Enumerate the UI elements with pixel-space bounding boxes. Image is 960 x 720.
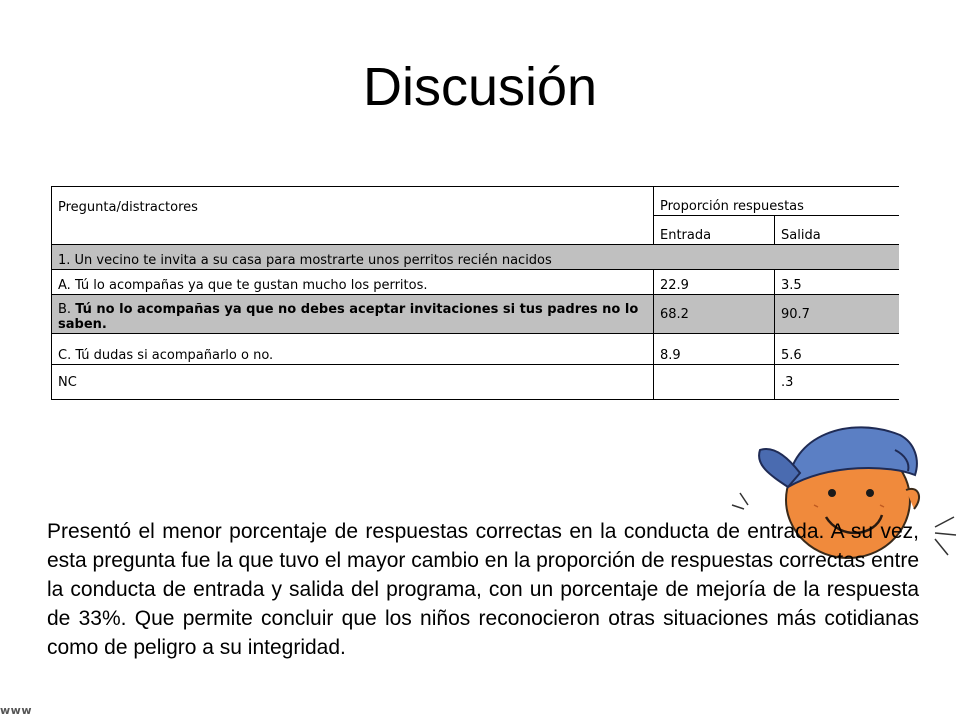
results-table [51,186,899,400]
question-row [52,245,900,270]
footer-logo: www [0,704,32,717]
header-entrada-cell: Entrada [654,216,775,245]
slide-title: Discusión [362,57,598,117]
option-nc-salida: .3 [775,365,900,400]
option-a-text: Tú lo acompañas ya que te gustan mucho los perritos. [74,278,428,293]
option-b-cell [52,295,654,334]
discussion-paragraph: Presentó el menor porcentaje de respuestas correctas en la conducta de entrada. A su vez, esta pregunta fue la que tuvo el mayor cambio en la proporción de respuestas correctas entre la conducta de entrada y salida del programa, con un porcentaje de mejoría de la respuesta de 33%. Que permite concluir que los niños reconocieron otras situaciones más cotidianas como de peligro a su integridad. [47,520,920,659]
option-a-salida: 3.5 [775,270,900,295]
option-c-entrada: 8.9 [654,334,775,365]
option-b-prefix: B. [58,302,72,317]
option-b-entrada: 68.2 [654,295,775,334]
option-c-cell: C. Tú dudas si acompañarlo o no. [52,334,654,365]
table-header-row [52,187,900,216]
table-row [52,365,900,400]
option-b-text: Tú no lo acompañas ya que no debes aceptar invitaciones si tus padres no lo saben. [58,302,639,332]
question-cell: 1. Un vecino te invita a su casa para mostrarte unos perritos recién nacidos [52,245,900,270]
option-a-cell [52,270,654,295]
option-nc-cell: NC [52,365,654,400]
header-question-cell: Pregunta/distractores [52,187,654,216]
table-row [52,270,900,295]
header-salida-cell: Salida [775,216,900,245]
table-subheader-row [52,216,900,245]
table-row [52,334,900,365]
option-b-salida: 90.7 [775,295,900,334]
option-a-entrada: 22.9 [654,270,775,295]
header-empty-cell [52,216,654,245]
option-nc-entrada [654,365,775,400]
option-c-salida: 5.6 [775,334,900,365]
header-proportion-cell: Proporción respuestas [654,187,900,216]
table-row [52,295,900,334]
option-a-prefix: A. [58,278,71,293]
